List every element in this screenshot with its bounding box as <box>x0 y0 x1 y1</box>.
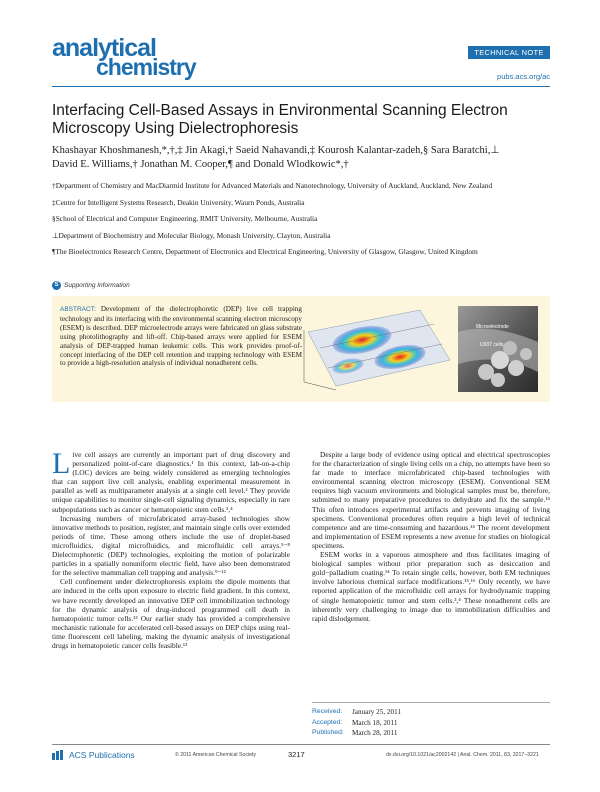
publisher-name: ACS Publications <box>69 750 135 760</box>
dep-field-simulation <box>304 310 450 390</box>
date-row: Received: January 25, 2011 <box>312 708 402 716</box>
journal-logo-line2: chemistry <box>96 54 196 80</box>
affiliation-item: §School of Electrical and Computer Engineering, RMIT University, Melbourne, Australia <box>52 214 318 223</box>
header-divider <box>52 86 550 87</box>
publication-dates <box>312 702 550 739</box>
abstract-body: Development of the dielectrophoretic (DEP) live cell trapping technology and its interfacing with the environmental scanning electron microscopy (ESEM) is described. DEP microelectrode arrays were fabricated on glass substrate using photolithography and lift-off. Chip-based arrays were applied for ESEM analysis of DEP-trapped human leukemic cells. This work provides proof-of-concept interfacing of the DEP cell retention and trapping technology with ESEM to provide a high-resolution analysis of individual nonadherent cells. <box>60 305 302 368</box>
author-line-2: David E. Williams,† Jonathan M. Cooper,¶ and Donald Wlodkowic*,† <box>52 158 349 170</box>
supporting-info-icon: S <box>52 281 61 290</box>
affiliation-list <box>52 181 550 264</box>
supporting-info-label: Supporting Information <box>64 282 130 290</box>
body-paragraph: ESEM works in a vaporous atmosphere and thus facilitates imaging of biological samples without prior preparation such as desiccation and gold−palladium coating.¹⁴ To retain single cells, however, both EM techniques involve laborious chemical surface modifications.¹⁵,¹⁶ Only recently, we have reported application of the microfluidic cell arrays for hydrodynamic trapping of single hematopoietic tumor and stem cells.³,⁴ These nonadherent cells are inherently very challenging to image due to immobilization difficulties and rapid dislodgement. <box>312 550 550 623</box>
section-badge: TECHNICAL NOTE <box>468 46 550 59</box>
journal-logo-line1: analytical <box>52 34 156 62</box>
affiliation-item: ¶The Bioelectronics Research Centre, Department of Electronics and Electrical Engineering, University of Glasgow, Glasgow, United Kingdom <box>52 247 478 256</box>
affiliation-item: ⊥Department of Biochemistry and Molecular Biology, Monash University, Clayton, Australia <box>52 230 331 240</box>
body-paragraph: Despite a large body of evidence using optical and electrical spectroscopies for the characterization of single living cells on a chip, no attempts have been so far made to interface microfabricated chip-based technologies with environmental scanning electron microscopy (ESEM). Conventional SEM requires high vacuum environments and biological samples must be, therefore, submitted to many preparative procedures to dehydrate and fix the sample.¹⁴ This often introduces experimental artifacts and prevents imaging of living specimens. Conventional procedures often require a high level of technical competence and are time-consuming and hazardous.¹⁴ The recent development and implementation of ESEM represents a new avenue for studies on biological specimens. <box>312 450 550 550</box>
date-row: Published: March 28, 2011 <box>312 729 398 737</box>
footer-divider <box>52 744 550 745</box>
abstract-label: ABSTRACT: <box>60 306 96 313</box>
affiliation-item: ‡Centre for Intelligent Systems Research, Deakin University, Waurn Ponds, Australia <box>52 197 305 207</box>
page-number: 3217 <box>288 750 305 759</box>
author-list <box>52 144 550 171</box>
acs-logo-icon <box>52 750 66 760</box>
body-column-right <box>312 450 550 623</box>
esem-micrograph <box>458 306 538 392</box>
body-paragraph: Increasing numbers of microfabricated array-based technologies show innovative methods to position, register, and maintain single cells over extended periods of time. These among others include the use of droplet-based microfluidics, digital microfluidics, and microfluidic cell arrays.⁵⁻⁸ Dielectrophoretic (DEP) technologies, exploiting the motion of polarizable particles in a spatially nonuniform electric field, have also been demonstrated for the selective mammalian cell trapping and analysis.⁹⁻¹² <box>52 513 290 578</box>
date-row: Accepted: March 18, 2011 <box>312 718 398 727</box>
toc-graphic <box>300 302 542 396</box>
abstract <box>60 305 302 368</box>
affiliation-item: †Department of Chemistry and MacDiarmid Institute for Advanced Materials and Nanotechnology, University of Auckland, Auckland, New Zealand <box>52 181 493 190</box>
body-paragraph: Cell confinement under dielectrophoresis exploits the dipole moments that are induced in the cells upon exposure to electric field gradient. In this context, we have recently developed an innovative DEP cell immobilization technology for the dynamic analysis of drug-induced programmed cell death in hematopoietic tumor cells.¹³ Our earlier study has provided a comprehensive mechanistic rationale for accelerated cell-based assays on DEP chips using real-time fluorescent cell labeling, making the dynamic analysis of investigational drugs in hematopoietic cancer cells feasible.¹³ <box>52 577 290 650</box>
supporting-info-link[interactable] <box>52 281 130 290</box>
body-column-left <box>52 447 290 650</box>
publisher-logo[interactable] <box>52 750 135 760</box>
journal-logo[interactable] <box>52 36 232 86</box>
microelectrode-label: Microelectrode <box>476 324 509 330</box>
copyright-notice: © 2011 American Chemical Society <box>175 752 256 758</box>
journal-url-link[interactable]: pubs.acs.org/ac <box>497 72 550 81</box>
doi-link[interactable]: dx.doi.org/10.1021/ac2002142 | Anal. Chem. 2011, 83, 3217−3221 <box>386 752 539 758</box>
cell-label: U937 cells <box>480 342 504 348</box>
body-paragraph: Live cell assays are currently an important part of drug discovery and personalized point-of-care diagnostics.¹ In this context, lab-on-a-chip (LOC) devices are being widely considered as emerging technologies that can support live cell analysis, enabling experimental measurement in parallel as well as multiparameter analysis at a single cell level.² They provide unique capabilities to monitor single-cell signaling dynamics, especially in rare subpopulations such as cancer or hematopoietic stem cells.³,⁴ <box>52 447 290 514</box>
author-line-1: Khashayar Khoshmanesh,*,†,‡ Jin Akagi,† Saeid Nahavandi,‡ Kourosh Kalantar-zadeh,§ Sara Baratchi,⊥ <box>52 145 500 156</box>
article-title: Interfacing Cell-Based Assays in Environmental Scanning Electron Microscopy Using Dielectrophoresis <box>52 102 508 137</box>
drop-cap: L <box>52 447 71 480</box>
